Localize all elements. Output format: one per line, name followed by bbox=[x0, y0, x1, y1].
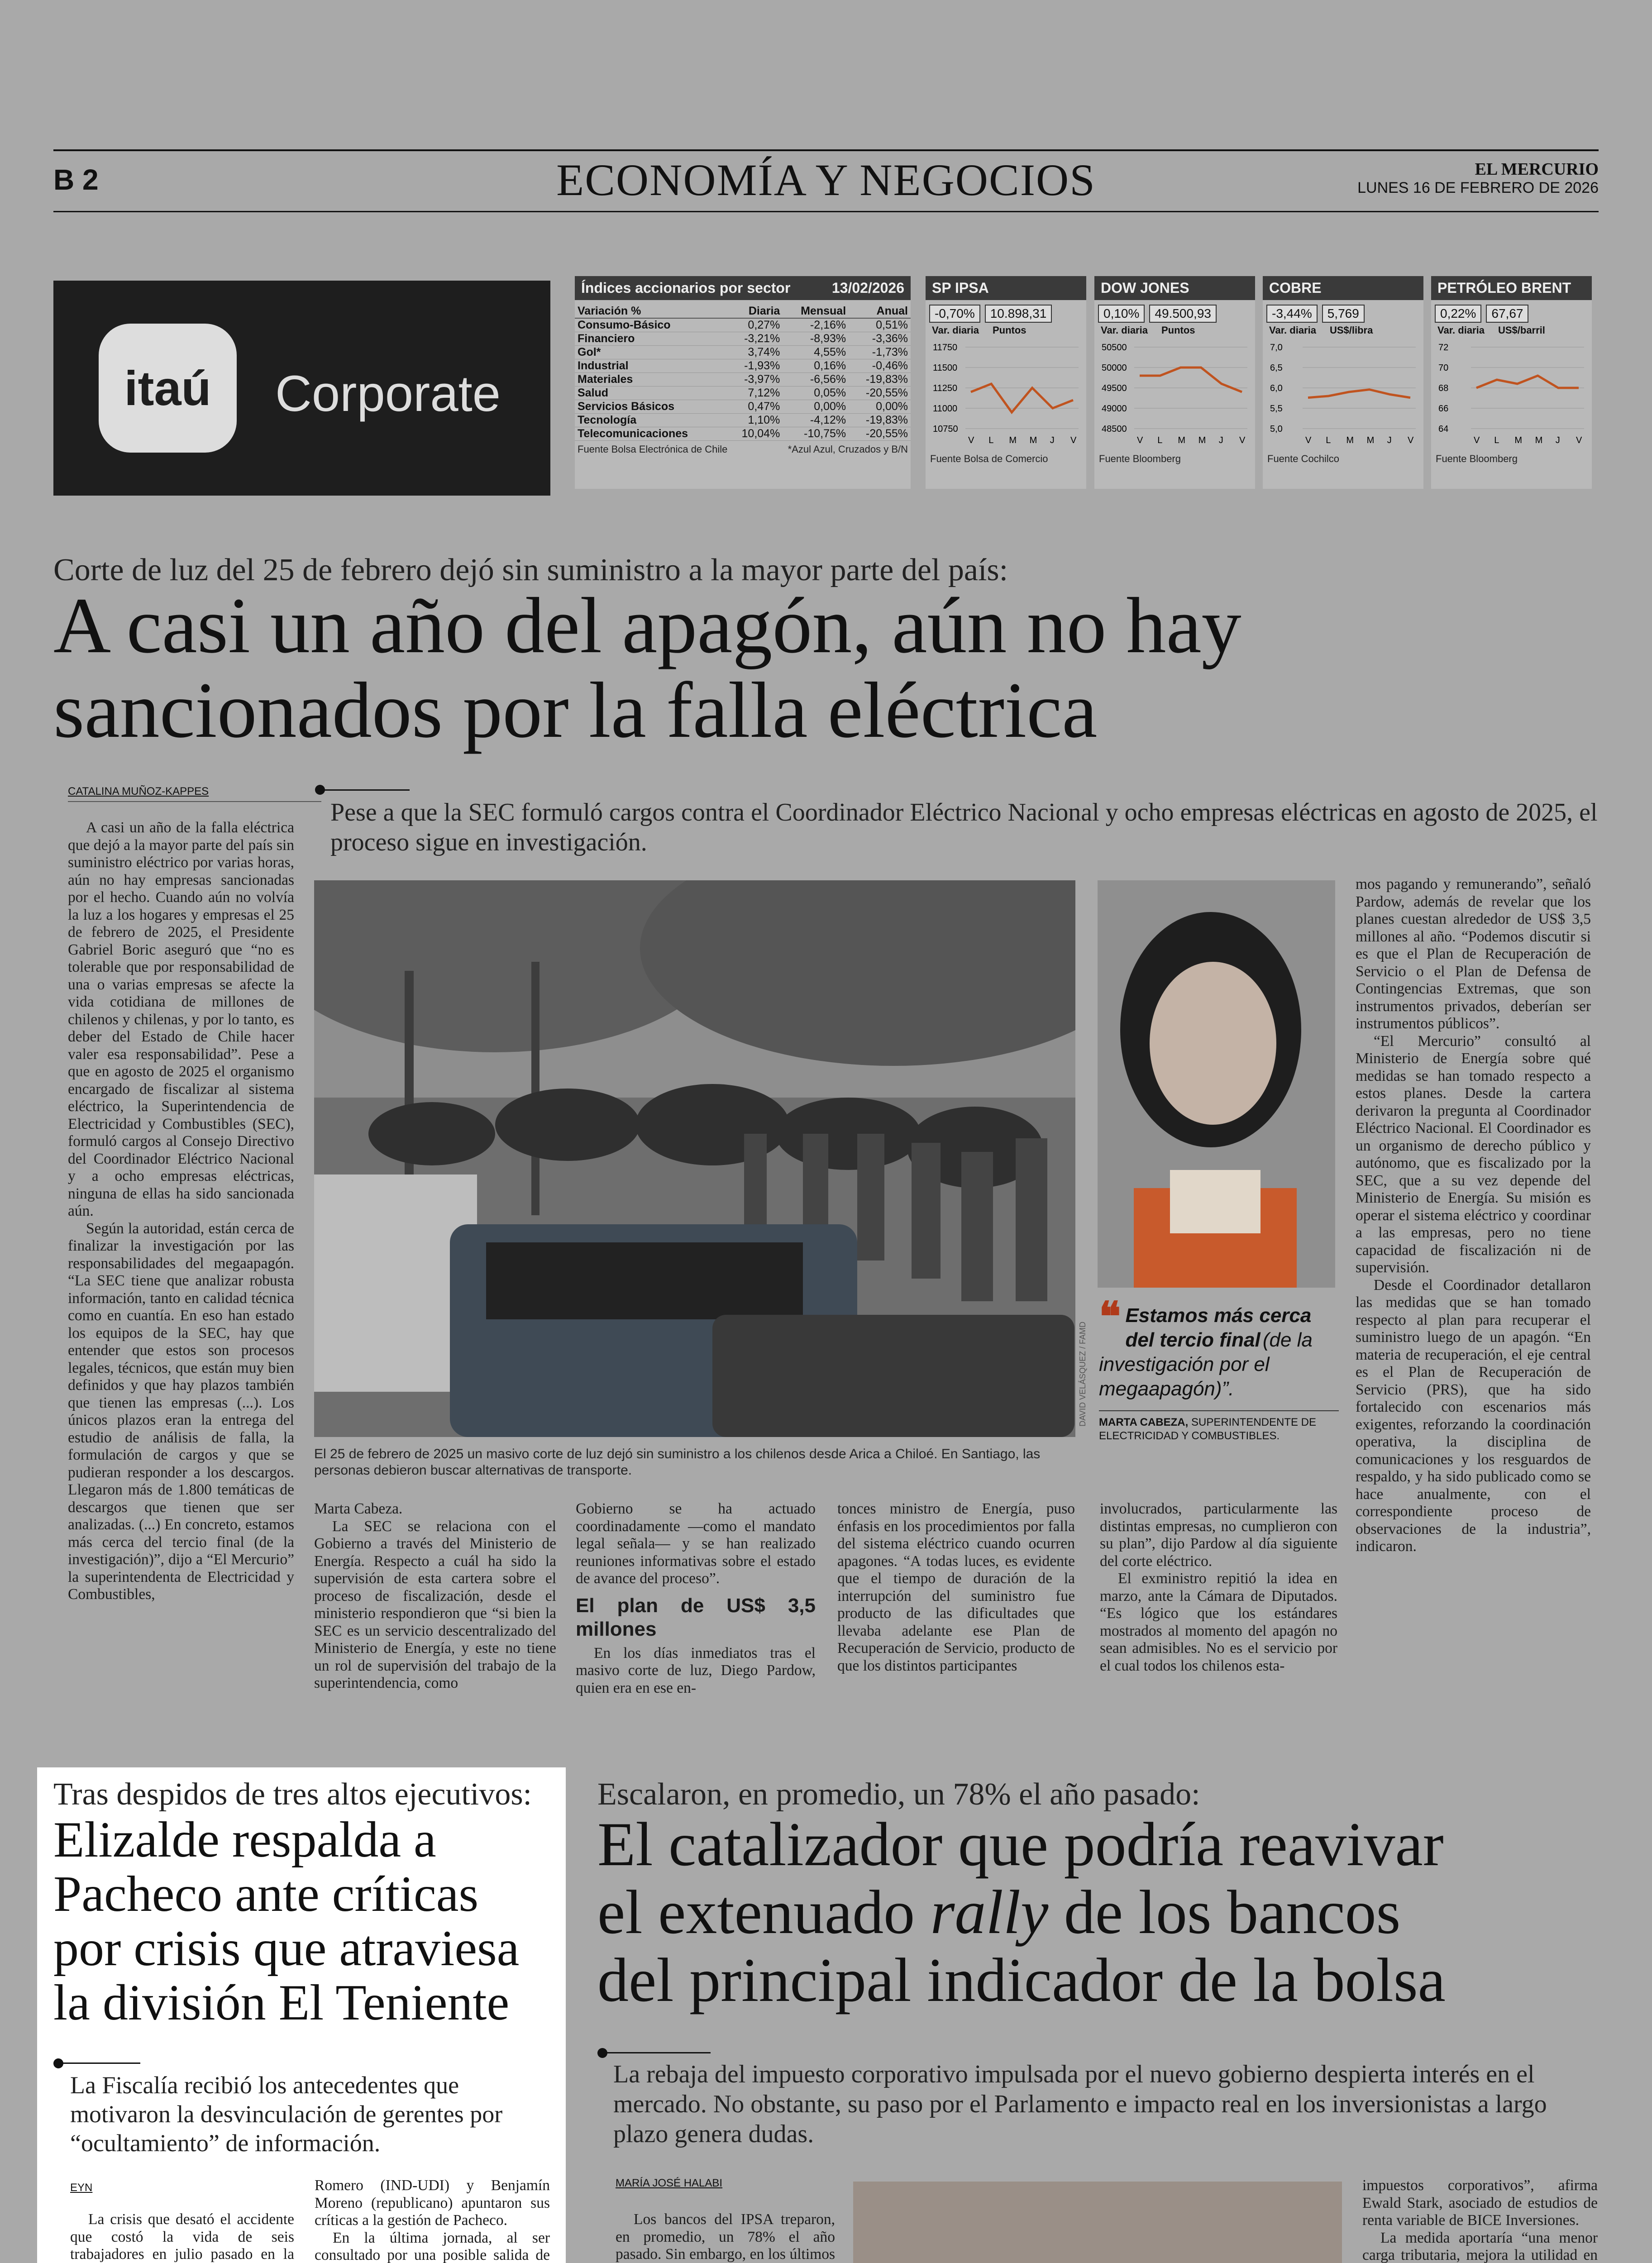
sector-row bbox=[575, 414, 911, 427]
sector-value: -6,56% bbox=[783, 373, 849, 387]
sector-value: -4,12% bbox=[783, 414, 849, 427]
sector-value: 1,10% bbox=[726, 414, 783, 427]
paragraph: impuestos corporativos”, afirma Ewald Stark, asociado de estudios de renta variable de BICE Inversiones. bbox=[1362, 2177, 1598, 2229]
y-tick-label: 11500 bbox=[933, 363, 958, 373]
sector-panel-header bbox=[575, 276, 911, 300]
sector-table bbox=[575, 305, 911, 441]
sector-row bbox=[575, 387, 911, 400]
x-tick-label: M bbox=[1366, 435, 1375, 445]
y-tick-label: 68 bbox=[1438, 383, 1449, 393]
index-sparkline-chart bbox=[929, 338, 1083, 451]
sector-value: 3,74% bbox=[726, 346, 783, 359]
sector-row bbox=[575, 400, 911, 414]
y-tick-label: 49000 bbox=[1102, 404, 1127, 414]
value-label: Puntos bbox=[992, 325, 1027, 336]
index-source: Fuente Cochilco bbox=[1267, 453, 1339, 464]
index-values bbox=[1263, 300, 1423, 323]
sector-name: Gol* bbox=[575, 346, 726, 359]
market-index-widget bbox=[1263, 276, 1423, 489]
x-tick-label: M bbox=[1535, 435, 1543, 445]
story2-column-1 bbox=[70, 2211, 294, 2263]
x-tick-label: J bbox=[1555, 435, 1560, 445]
sector-name: Telecomunicaciones bbox=[575, 427, 726, 441]
sector-value: -3,97% bbox=[726, 373, 783, 387]
index-value: 67,67 bbox=[1486, 305, 1528, 323]
sector-name: Financiero bbox=[575, 332, 726, 346]
story1-headline[interactable] bbox=[53, 584, 1241, 753]
x-tick-label: V bbox=[968, 435, 974, 445]
quote-name: MARTA CABEZA, bbox=[1099, 1416, 1189, 1428]
header-rule bbox=[53, 211, 1599, 212]
story1-caption: El 25 de febrero de 2025 un masivo corte de luz dejó sin suministro a los chilenos desde Arica a Chiloé. En Santiago, las personas debieron buscar alternativas de transporte. bbox=[314, 1447, 1041, 1478]
index-name: PETRÓLEO BRENT bbox=[1431, 276, 1592, 300]
story1-column-2 bbox=[314, 1500, 556, 1731]
var-label: Var. diaria bbox=[1269, 325, 1316, 336]
blackout-crowd-photo bbox=[314, 880, 1075, 1437]
y-tick-label: 50000 bbox=[1102, 363, 1127, 373]
sector-row bbox=[575, 427, 911, 441]
sector-value: 0,05% bbox=[783, 387, 849, 400]
var-label: Var. diaria bbox=[932, 325, 979, 336]
sector-value: -8,93% bbox=[783, 332, 849, 346]
x-tick-label: V bbox=[1239, 435, 1246, 445]
market-index-widget bbox=[1431, 276, 1592, 489]
y-tick-label: 50500 bbox=[1102, 343, 1127, 353]
story3-column-4 bbox=[1362, 2177, 1598, 2263]
index-name: COBRE bbox=[1263, 276, 1423, 300]
index-labels bbox=[1094, 323, 1255, 338]
x-tick-label: V bbox=[1408, 435, 1414, 445]
sector-value: -1,73% bbox=[849, 346, 911, 359]
y-tick-label: 10750 bbox=[933, 424, 958, 434]
market-index-widget bbox=[1094, 276, 1255, 489]
index-source: Fuente Bloomberg bbox=[1436, 453, 1518, 464]
vault-illustration bbox=[853, 2182, 1342, 2263]
col-header: Diaria bbox=[726, 305, 783, 318]
index-variation: 0,22% bbox=[1435, 305, 1481, 323]
sector-name: Materiales bbox=[575, 373, 726, 387]
index-variation: 0,10% bbox=[1098, 305, 1145, 323]
sector-value: 0,00% bbox=[849, 400, 911, 414]
sector-table-header bbox=[575, 305, 911, 318]
story1-deck: Pese a que la SEC formuló cargos contra el Coordinador Eléctrico Nacional y ocho empresas eléctricas en agosto de 2025, el proceso sigue en investigación. bbox=[330, 798, 1598, 856]
sector-value: 0,16% bbox=[783, 359, 849, 373]
sector-name: Servicios Básicos bbox=[575, 400, 726, 414]
vault-dial-photo bbox=[853, 2182, 1342, 2263]
story1-kicker: Corte de luz del 25 de febrero dejó sin suministro a la mayor parte del país: bbox=[53, 553, 1008, 587]
y-tick-label: 5,0 bbox=[1270, 424, 1283, 434]
index-labels bbox=[1431, 323, 1592, 338]
paragraph: En la última jornada, al ser consultado por una posible salida de bbox=[315, 2229, 550, 2263]
value-label: US$/libra bbox=[1329, 325, 1373, 336]
sector-name: Industrial bbox=[575, 359, 726, 373]
quote-rest: (de la investigación por el megaapagón)”. bbox=[1099, 1329, 1313, 1400]
sector-row bbox=[575, 359, 911, 373]
sector-value: 0,00% bbox=[783, 400, 849, 414]
index-value: 49.500,93 bbox=[1149, 305, 1217, 323]
masthead-name: EL MERCURIO bbox=[1475, 160, 1599, 179]
var-label: Var. diaria bbox=[1437, 325, 1485, 336]
sector-value: -10,75% bbox=[783, 427, 849, 441]
subhead-plan: El plan de US$ 3,5 millones bbox=[576, 1594, 816, 1640]
index-sparkline-chart bbox=[1266, 338, 1420, 451]
sector-value: -19,83% bbox=[849, 373, 911, 387]
paragraph: A casi un año de la falla eléctrica que dejó a la mayor parte del país sin suministro eléctrico por varias horas, aún no hay empresas sancionadas por el hecho. Cuando aún no volvía la luz a los hogares y empresas el 25 de febrero de 2025, el Presidente Gabriel Boric aseguró que “no es tolerable que por responsabilidad de una o varias empresas se afecte la vida cotidiana de millones de chilenos y chilenas, y por lo tanto, es deber del Estado de Chile hacer valer esa responsabilidad”. Pese a que en agosto de 2025 el organismo encargado de fiscalizar al sistema eléctrico, la Superintendencia de Electricidad y Combustibles (SEC), formuló cargos al Consejo Directivo del Coordinador Eléctrico Nacional y a ocho empresas eléctricas, ninguna de ellas ha sido sancionada aún. bbox=[68, 819, 294, 1219]
story2-deck: La Fiscalía recibió los antecedentes que motivaron la desvinculación de gerentes por “ocultamiento” de información. bbox=[70, 2072, 503, 2157]
y-tick-label: 7,0 bbox=[1270, 343, 1283, 353]
page-number: B 2 bbox=[53, 163, 99, 196]
section-title: ECONOMÍA Y NEGOCIOS bbox=[556, 155, 1096, 205]
y-tick-label: 6,0 bbox=[1270, 383, 1283, 393]
sector-source bbox=[575, 444, 911, 455]
paragraph: La crisis que desató el accidente que costó la vida de seis trabajadores en julio pasado en la bbox=[70, 2211, 294, 2263]
y-tick-label: 70 bbox=[1438, 363, 1449, 373]
story2-headline-line: por crisis que atraviesa bbox=[53, 1920, 520, 1977]
story3-deck: La rebaja del impuesto corporativo impulsada por el nuevo gobierno despierta interés en el mercado. No obstante, su paso por el Parlamento e impacto real en los inversionistas a largo plazo genera dudas. bbox=[613, 2060, 1547, 2148]
paragraph: involucrados, particularmente las distintas empresas, no cumplieron con su plan”, dijo Pardow al día siguiente del corte eléctrico. bbox=[1100, 1500, 1337, 1570]
sector-value: -20,55% bbox=[849, 427, 911, 441]
story1-column-6 bbox=[1356, 876, 1591, 1731]
story2-column-2 bbox=[315, 2177, 550, 2263]
deck-rule bbox=[59, 2062, 140, 2064]
paragraph: La SEC se relaciona con el Gobierno a través del Ministerio de Energía. Respecto a cuál ha sido la supervisión de esta cartera sobre el proceso de fiscalización, desde el ministerio respondieron que “si bien la SEC es un servicio descentralizado del Ministerio de Energía, y este no tiene un rol de supervisión del trabajo de la superintendencia, como bbox=[314, 1518, 556, 1691]
story2-byline: EYN bbox=[70, 2182, 93, 2194]
sector-value: -0,46% bbox=[849, 359, 911, 373]
ad-tagline: Corporate bbox=[275, 365, 501, 422]
pull-quote bbox=[1099, 1294, 1339, 1443]
paragraph: mos pagando y remunerando”, señaló Pardow, además de revelar que los planes cuestan alrededor de US$ 3,5 millones al año. “Podemos discutir si es que el Plan de Recuperación de Servicio o el Plan de Defensa de Contingencias Extremas, que son instrumentos privados, deberían ser instrumentos públicos”. bbox=[1356, 876, 1591, 1032]
headline-part: de los bancos bbox=[1048, 1877, 1401, 1947]
quote-attribution bbox=[1099, 1410, 1339, 1443]
x-tick-label: L bbox=[1326, 435, 1331, 445]
index-trend-line bbox=[1140, 368, 1242, 392]
x-tick-label: L bbox=[988, 435, 994, 445]
index-value: 5,769 bbox=[1322, 305, 1365, 323]
story1-column-3 bbox=[576, 1500, 816, 1731]
sector-value: -3,21% bbox=[726, 332, 783, 346]
paragraph: Según la autoridad, están cerca de finalizar la investigación por las responsabilidades del megaapagón. “La SEC tiene que analizar robusta información, tanto en calidad técnica como en cuantía. En eso han estado los equipos de la SEC, hay que entender que estos son procesos legales, técnicos, que están muy bien definidos y que hay plazos también que tienen las empresas (...). Los únicos plazos eran la entrega del estudio de análisis de falla, la formulación de cargos y que se pudieran responder a los descargos. Llegaron más de 1.800 temáticas de descargos que tienen que ser analizadas. (...) En concreto, estamos más cerca del tercio final (de la investigación)”, dijo a “El Mercurio” la superintendenta de Electricidad y Combustibles, bbox=[68, 1220, 294, 1603]
story3-kicker: Escalaron, en promedio, un 78% el año pasado: bbox=[597, 1777, 1200, 1812]
story1-column-5 bbox=[1100, 1500, 1337, 1731]
headline-italic: rally bbox=[930, 1877, 1049, 1947]
sector-value: -20,55% bbox=[849, 387, 911, 400]
x-tick-label: V bbox=[1576, 435, 1582, 445]
crowd-illustration bbox=[314, 880, 1075, 1437]
masthead-date: LUNES 16 DE FEBRERO DE 2026 bbox=[1357, 179, 1599, 196]
x-tick-label: J bbox=[1050, 435, 1055, 445]
story2-kicker: Tras despidos de tres altos ejecutivos: bbox=[53, 1777, 532, 1812]
sector-value: -3,36% bbox=[849, 332, 911, 346]
portrait-illustration bbox=[1098, 880, 1335, 1288]
sector-name: Consumo-Básico bbox=[575, 318, 726, 332]
quote-text: Estamos más cerca del tercio final bbox=[1125, 1304, 1312, 1351]
index-name: DOW JONES bbox=[1094, 276, 1255, 300]
itau-logo: itaú bbox=[99, 324, 237, 453]
paragraph: Marta Cabeza. bbox=[314, 1500, 403, 1517]
deck-rule bbox=[602, 2052, 711, 2053]
paragraph: tonces ministro de Energía, puso énfasis en los procedimientos por falla del sistema eléctrico cuando ocurren apagones. “A todas luces, es evidente que el tiempo de duración de la interrupción del suministro fue producto de las dificultades que llevaba adelante ese Plan de Recuperación de Servicio, producto de que los distintos participantes bbox=[837, 1500, 1075, 1674]
story1-column-1 bbox=[68, 819, 294, 1729]
y-tick-label: 48500 bbox=[1102, 424, 1127, 434]
index-values bbox=[926, 300, 1086, 323]
sector-note: *Azul Azul, Cruzados y B/N bbox=[788, 444, 908, 455]
sector-panel-title: Índices accionarios por sector bbox=[581, 280, 791, 296]
story3-headline-line2 bbox=[597, 1878, 1446, 1946]
index-trend-line bbox=[1476, 376, 1579, 388]
photo-credit: DAVID VELÁSQUEZ / FAMD bbox=[1078, 1322, 1087, 1427]
story3-byline: MARÍA JOSÉ HALABI bbox=[616, 2177, 723, 2189]
y-tick-label: 11000 bbox=[933, 404, 958, 414]
byline-rule bbox=[68, 801, 321, 802]
x-tick-label: M bbox=[1198, 435, 1206, 445]
paragraph: Romero (IND-UDI) y Benjamín Moreno (republicano) apuntaron sus críticas a la gestión de Pacheco. bbox=[315, 2177, 550, 2229]
sector-name: Tecnología bbox=[575, 414, 726, 427]
y-tick-label: 64 bbox=[1438, 424, 1449, 434]
x-tick-label: M bbox=[1178, 435, 1186, 445]
paragraph: Los bancos del IPSA treparon, en promedio, un 78% el año pasado. Sin embargo, en los últimos bbox=[616, 2211, 835, 2263]
x-tick-label: V bbox=[1070, 435, 1077, 445]
story3-headline-line1: El catalizador que podría reavivar bbox=[597, 1809, 1444, 1879]
quote-role: SUPERINTENDENTE DE ELECTRICIDAD Y COMBUSTIBLES. bbox=[1099, 1416, 1317, 1442]
paragraph: El exministro repitió la idea en marzo, ante la Cámara de Diputados. “Es lógico que los estándares mostrados al momento del apagón no sean admisibles. No es el servicio por el cual todos los chilenos esta- bbox=[1100, 1570, 1337, 1674]
sector-panel-date: 13/02/2026 bbox=[831, 280, 904, 296]
sector-value: 0,51% bbox=[849, 318, 911, 332]
index-sparkline-chart bbox=[1435, 338, 1589, 451]
index-name: SP IPSA bbox=[926, 276, 1086, 300]
marta-cabeza-portrait bbox=[1098, 880, 1335, 1288]
sector-row bbox=[575, 373, 911, 387]
story2-headline-line: Elizalde respalda a bbox=[53, 1812, 436, 1868]
x-tick-label: M bbox=[1514, 435, 1523, 445]
index-trend-line bbox=[1308, 390, 1410, 398]
index-labels bbox=[926, 323, 1086, 338]
paragraph: En los días inmediatos tras el masivo corte de luz, Diego Pardow, quien era en ese en- bbox=[576, 1644, 816, 1696]
story2-headline-line: Pacheco ante críticas bbox=[53, 1866, 479, 1922]
sector-source-text: Fuente Bolsa Electrónica de Chile bbox=[578, 444, 728, 455]
itau-ad[interactable] bbox=[53, 281, 550, 496]
index-sparkline-chart bbox=[1098, 338, 1252, 451]
index-labels bbox=[1263, 323, 1423, 338]
sector-value: 0,27% bbox=[726, 318, 783, 332]
sector-value: -2,16% bbox=[783, 318, 849, 332]
x-tick-label: J bbox=[1387, 435, 1392, 445]
top-rule bbox=[53, 149, 1599, 151]
index-values bbox=[1431, 300, 1592, 323]
sector-row bbox=[575, 332, 911, 346]
x-tick-label: M bbox=[1009, 435, 1017, 445]
y-tick-label: 66 bbox=[1438, 404, 1449, 414]
x-tick-label: M bbox=[1346, 435, 1354, 445]
sector-value: 7,12% bbox=[726, 387, 783, 400]
value-label: US$/barril bbox=[1498, 325, 1545, 336]
y-tick-label: 5,5 bbox=[1270, 404, 1283, 414]
story3-headline[interactable] bbox=[597, 1810, 1446, 2014]
y-tick-label: 72 bbox=[1438, 343, 1449, 353]
masthead bbox=[1357, 160, 1599, 197]
sector-value: 0,47% bbox=[726, 400, 783, 414]
market-index-widget bbox=[926, 276, 1086, 489]
sector-value: -1,93% bbox=[726, 359, 783, 373]
y-tick-label: 11750 bbox=[933, 343, 958, 353]
sector-row bbox=[575, 346, 911, 359]
x-tick-label: J bbox=[1218, 435, 1223, 445]
x-tick-label: L bbox=[1494, 435, 1499, 445]
paragraph: Gobierno se ha actuado coordinadamente —como el mandato legal señala— y se han realizado reuniones informativas sobre el estado de avance del proceso”. bbox=[576, 1500, 816, 1587]
story1-headline-line2: sancionados por la falla eléctrica bbox=[53, 666, 1098, 754]
paragraph: Desde el Coordinador detallaron las medidas que se han tomado respecto al plan para recuperar el suministro luego de un apagón. “En materia de recuperación, el eje central es el Plan de Recuperación de Servicio (PRS), que ha sido fortalecido con escenarios más exigentes, reforzando la coordinación operativa, la disciplina de comunicaciones y los resguardos de respaldo, y ha sido publicado como se hace anualmente, con el correspondiente proceso de observaciones de la industria”, indicaron. bbox=[1356, 1276, 1591, 1555]
sector-value: 4,55% bbox=[783, 346, 849, 359]
paragraph: La medida aportaría “una menor carga tributaria, mejora la utilidad en bbox=[1362, 2229, 1598, 2263]
value-label: Puntos bbox=[1161, 325, 1195, 336]
x-tick-label: L bbox=[1157, 435, 1163, 445]
col-header: Mensual bbox=[783, 305, 849, 318]
x-tick-label: V bbox=[1305, 435, 1312, 445]
index-variation: -3,44% bbox=[1266, 305, 1318, 323]
story1-headline-line1: A casi un año del apagón, aún no hay bbox=[53, 582, 1241, 670]
col-header: Anual bbox=[849, 305, 911, 318]
x-tick-label: V bbox=[1474, 435, 1480, 445]
index-source: Fuente Bolsa de Comercio bbox=[930, 453, 1048, 464]
index-source: Fuente Bloomberg bbox=[1099, 453, 1181, 464]
var-label: Var. diaria bbox=[1101, 325, 1148, 336]
y-tick-label: 49500 bbox=[1102, 383, 1127, 393]
sector-name: Salud bbox=[575, 387, 726, 400]
story1-byline: CATALINA MUÑOZ-KAPPES bbox=[68, 785, 209, 797]
headline-part: el extenuado bbox=[597, 1877, 931, 1947]
col-header: Variación % bbox=[575, 305, 726, 318]
story2-headline[interactable] bbox=[53, 1813, 519, 2030]
paragraph: “El Mercurio” consultó al Ministerio de Energía sobre qué medidas se han tomado respecto a estos planes. Desde la cartera derivaron la pregunta al Coordinador Eléctrico Nacional. El Coordinador es un organismo de derecho público y autónomo, que es fiscalizado por la SEC, que a su vez depende del Ministerio de Energía. Su misión es operar el sistema eléctrico y coordinar a las empresas, pero no tiene capacidad de fiscalización ni de supervisión. bbox=[1356, 1032, 1591, 1276]
sector-index-panel bbox=[575, 276, 911, 489]
index-value: 10.898,31 bbox=[985, 305, 1052, 323]
y-tick-label: 6,5 bbox=[1270, 363, 1283, 373]
index-variation: -0,70% bbox=[929, 305, 980, 323]
index-values bbox=[1094, 300, 1255, 323]
sector-value: -19,83% bbox=[849, 414, 911, 427]
story1-column-4 bbox=[837, 1500, 1075, 1731]
quote-mark-icon: ❝ bbox=[1099, 1294, 1121, 1340]
story3-headline-line3: del principal indicador de la bolsa bbox=[597, 1945, 1446, 2015]
x-tick-label: M bbox=[1029, 435, 1037, 445]
y-tick-label: 11250 bbox=[933, 383, 958, 393]
sector-value: 10,04% bbox=[726, 427, 783, 441]
story2-headline-line: la división El Teniente bbox=[53, 1975, 510, 2031]
deck-rule bbox=[319, 789, 410, 791]
x-tick-label: V bbox=[1137, 435, 1143, 445]
sector-row bbox=[575, 318, 911, 332]
story3-column-1 bbox=[616, 2211, 835, 2263]
